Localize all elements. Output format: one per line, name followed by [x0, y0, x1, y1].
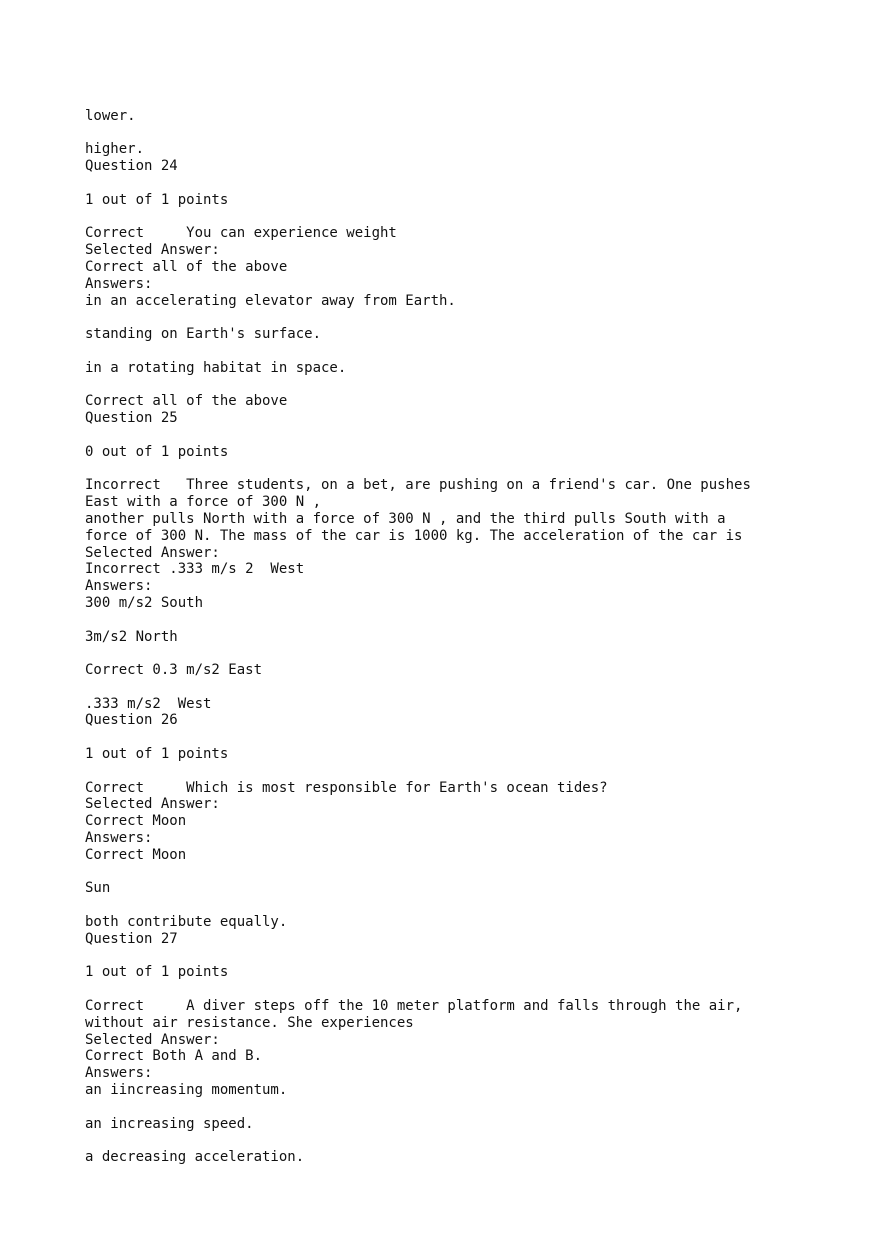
text-line: Correct Which is most responsible for Earth's ocean tides? [85, 779, 608, 796]
blank-line [85, 461, 865, 478]
text-line: Selected Answer: [85, 1031, 220, 1048]
text-line: Correct all of the above [85, 393, 288, 410]
blank-line [85, 91, 865, 108]
text-line: a decreasing acceleration. [85, 1149, 305, 1166]
text-line: Question 24 [85, 158, 178, 175]
text-line: standing on Earth's surface. [85, 326, 322, 343]
blank-line [85, 209, 865, 226]
text-line: Correct Moon [85, 846, 187, 863]
text-line: Selected Answer: [85, 796, 220, 813]
blank-line [85, 1099, 865, 1116]
blank-line [85, 948, 865, 965]
blank-line [85, 612, 865, 629]
text-line: 1 out of 1 points [85, 191, 229, 208]
blank-line [85, 679, 865, 696]
text-line: East with a force of 300 N , [85, 494, 322, 511]
text-line: Correct A diver steps off the 10 meter platform and falls through the air, [85, 998, 743, 1015]
document-page [85, 91, 865, 1166]
text-line: Correct 0.3 m/s2 East [85, 662, 263, 679]
text-line: Question 27 [85, 930, 178, 947]
text-line: 300 m/s2 South [85, 594, 204, 611]
text-line: 3m/s2 North [85, 628, 178, 645]
text-line: Incorrect .333 m/s 2 West [85, 561, 305, 578]
text-line: Correct You can experience weight [85, 225, 397, 242]
text-line: Selected Answer: [85, 242, 220, 259]
blank-line [85, 763, 865, 780]
text-line: Correct all of the above [85, 258, 288, 275]
blank-line [85, 897, 865, 914]
text-line: Correct Both A and B. [85, 1048, 263, 1065]
text-line: an iincreasing momentum. [85, 1082, 288, 1099]
text-line: Answers: [85, 578, 153, 595]
text-line: Answers: [85, 275, 153, 292]
blank-line [85, 125, 865, 142]
text-line: Answers: [85, 1065, 153, 1082]
text-line: Answers: [85, 830, 153, 847]
text-line: without air resistance. She experiences [85, 1014, 414, 1031]
text-line: Question 26 [85, 712, 178, 729]
text-line: Correct Moon [85, 813, 187, 830]
text-line: 0 out of 1 points [85, 443, 229, 460]
blank-line [85, 981, 865, 998]
text-line: Sun [85, 880, 111, 897]
text-line: .333 m/s2 West [85, 695, 212, 712]
blank-line [85, 427, 865, 444]
blank-line [85, 343, 865, 360]
blank-line [85, 309, 865, 326]
blank-line [85, 729, 865, 746]
text-line: force of 300 N. The mass of the car is 1000 kg. The acceleration of the car is [85, 527, 743, 544]
blank-line [85, 1132, 865, 1149]
text-line: 1 out of 1 points [85, 964, 229, 981]
text-line: in a rotating habitat in space. [85, 359, 347, 376]
text-line: Incorrect Three students, on a bet, are pushing on a friend's car. One pushes [85, 477, 751, 494]
blank-line [85, 864, 865, 881]
text-line: another pulls North with a force of 300 N , and the third pulls South with a [85, 510, 726, 527]
text-line: Question 25 [85, 410, 178, 427]
text-line: in an accelerating elevator away from Earth. [85, 292, 456, 309]
text-line: lower. [85, 107, 136, 124]
blank-line [85, 377, 865, 394]
text-line: Selected Answer: [85, 544, 220, 561]
blank-line [85, 175, 865, 192]
text-line: higher. [85, 141, 145, 158]
text-line: both contribute equally. [85, 914, 288, 931]
blank-line [85, 645, 865, 662]
text-line: 1 out of 1 points [85, 746, 229, 763]
text-line: an increasing speed. [85, 1115, 254, 1132]
